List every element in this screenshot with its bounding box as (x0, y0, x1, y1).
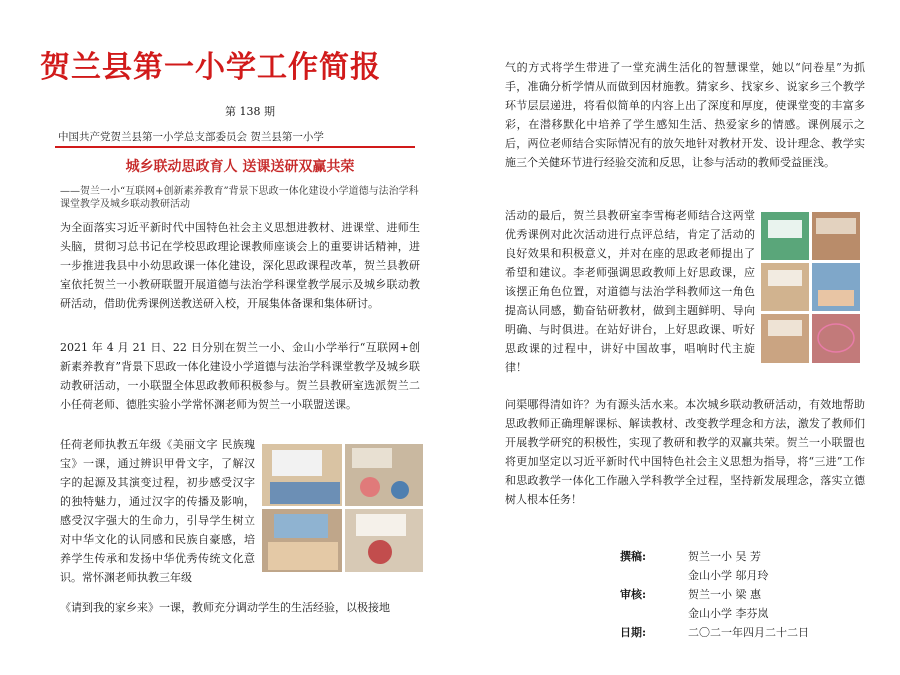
writer-row (620, 548, 880, 567)
writer-two: 金山小学 邬月玲 (688, 569, 769, 582)
classroom-photo-collage-right (760, 210, 862, 365)
article-headline: 城乡联动思政育人 送课送研双赢共荣 (125, 159, 355, 175)
publisher-line: 中国共产党贺兰县第一小学总支部委员会 贺兰县第一小学 (58, 131, 324, 143)
paragraph-summary: 活动的最后，贺兰县教研室李雪梅老师结合这两堂优秀课例对此次活动进行点评总结，肯定了活动的良好效果和积极意义，并对在座的思政老师提出了希望和建议。李老师强调思政教师上好思政课，应该摆正角色位置，对道德与法治学科教师这一角色提高认同感，勤奋钻研教材，做到主题鲜明、导向明确、与时俱进。在站好讲台，上好思政课、听好思政课的过程中，讲好中国故事，唱响时代主旋律！ (505, 209, 755, 374)
article-subtitle: ——贺兰一小“互联网+创新素养教育”背景下思政一体化建设小学道德与法治学科课堂教学及城乡联动教研活动 (60, 186, 419, 210)
writer-label: 撰稿: (620, 550, 647, 563)
masthead-divider (55, 146, 415, 148)
reviewer-two: 金山小学 李芬岚 (688, 607, 769, 620)
newsletter-masthead: 贺兰县第一小学工作简报 (40, 50, 381, 85)
paragraph-conclusion: 问渠哪得清如许？为有源头活水来。本次城乡联动教研活动，有效地帮助思政教师正确理解课标、解读教材、改变教学理念和方法，激发了教师们开展教学研究的积极性，实现了教研和教学的双赢共荣。贺兰一小联盟也将更加坚定以习近平新时代中国特色社会主义思想为指导，将“三进”工作和思政教学一体化工作融入学科教学全过程，坚持新发展理念，落实立德树人根本任务！ (505, 398, 865, 506)
reviewer-one: 贺兰一小 梁 惠 (688, 588, 761, 601)
classroom-photo-collage-left (260, 442, 425, 574)
paragraph-event: 2021 年 4 月 21 日、22 日分别在贺兰一小、金山小学举行“互联网+创新素养教育”背景下思政一体化建设小学道德与法治学科课堂教学及城乡联动教研活动，一小联盟全体思政教师积极参与。贺兰县教研室选派贺兰二小任荷老师、德胜实验小学常怀渊老师为贺兰一小联盟送课。 (60, 341, 420, 411)
paragraph-intro: 为全面落实习近平新时代中国特色社会主义思想进教材、进课堂、进师生头脑，贯彻习总书记在学校思政理论课教师座谈会上的重要讲话精神，进一步推进我县中小幼思政课一体化建设，深化思政课程改革，贺兰县教研室依托贺兰一小教研联盟开展道德与法治学科课堂教学展示及城乡联动教研活动，借助优秀课例送教送研入校，开展集体备课和集体研讨。 (60, 221, 420, 310)
reviewer-label: 审核: (620, 588, 647, 601)
writer-row-2 (620, 567, 880, 586)
date-label: 日期: (620, 626, 647, 639)
paragraph-lesson-two-start: 《请到我的家乡来》一课，教师充分调动学生的生活经验，以极接地 (60, 601, 390, 614)
writer-one: 贺兰一小 吴 芳 (688, 550, 761, 563)
paragraph-lesson-one: 任荷老师执教五年级《美丽文字 民族瑰宝》一课，通过辨识甲骨文字，了解汉字的起源及其演变过程，初步感受汉字的独特魅力，通过汉字的传播及影响，感受汉字强大的生命力，引导学生树立对中华文化的认同感和民族自豪感，培养学生传承和发扬中华优秀传统文化意识。常怀渊老师执教三年级 (60, 438, 255, 584)
paragraph-lesson-two: 气的方式将学生带进了一堂充满生活化的智慧课堂，她以“问卷星”为抓手，准确分析学情从而做到因材施教。猜家乡、找家乡、说家乡三个教学环节层层递进，将看似简单的内容上出了深度和厚度，使课堂变的丰富多彩，在潜移默化中培养了学生感知生活、热爱家乡的情感。课例展示之后，两位老师结合实际情况有的放矢地针对教材开发、设计理念、教学实施三个关健环节进行经验交流和反思，让参与活动的教师受益匪浅。 (505, 61, 865, 169)
issue-number: 第 138 期 (225, 105, 275, 118)
article-credits (620, 548, 880, 643)
publish-date: 二〇二一年四月二十二日 (688, 626, 809, 639)
reviewer-row-2 (620, 605, 880, 624)
date-row (620, 624, 880, 643)
reviewer-row (620, 586, 880, 605)
